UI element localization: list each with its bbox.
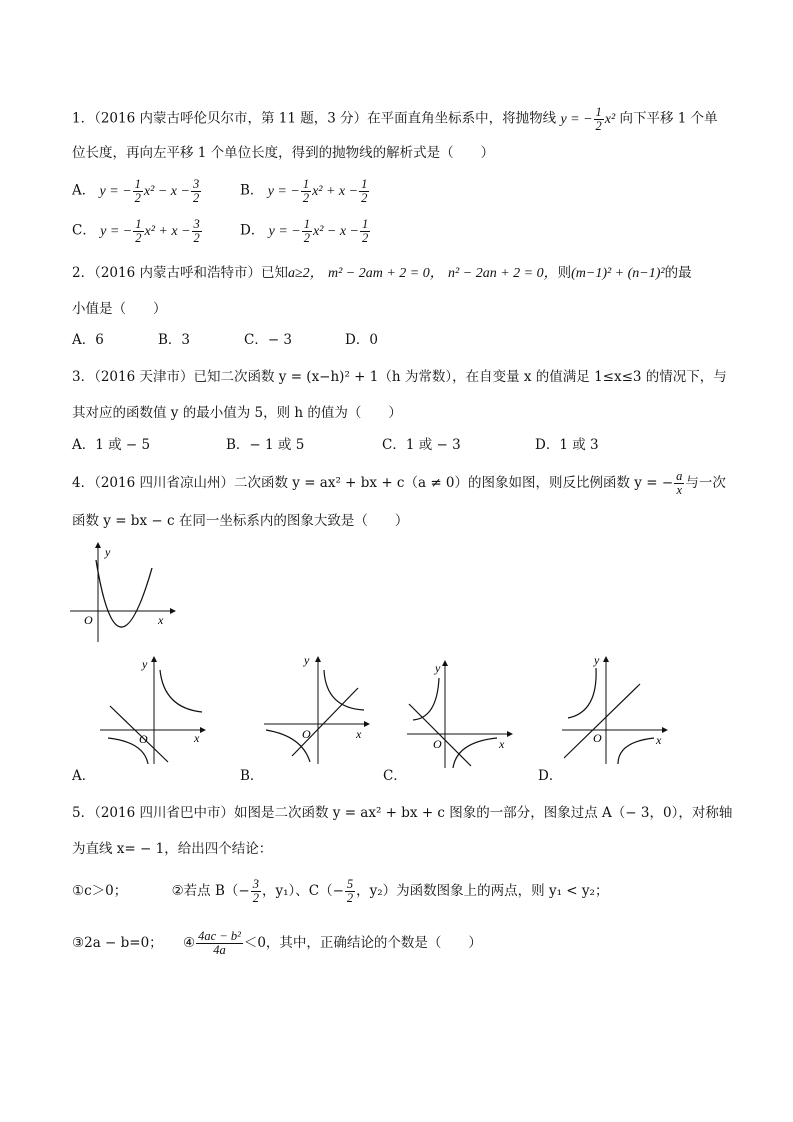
q4-option-a-label: A． bbox=[72, 768, 96, 784]
option-c-graph bbox=[405, 656, 517, 768]
q2-line1: 2．（2016 内蒙古呼和浩特市）已知a≥2， m² − 2am + 2 = 0， n² − 2an + 2 = 0，则(m−1)² + (n−1)²的最 bbox=[72, 265, 692, 281]
q5-conclusions-3-4: ③2a − b=0； ④ $\frac{\text{4ac − b²}}{4a}$ ＜0，其中，正确结论的个数是（ ） bbox=[72, 929, 482, 957]
svg-text:O: O bbox=[433, 737, 442, 751]
hyperbola-branch bbox=[568, 668, 596, 718]
hyperbola-branch bbox=[160, 670, 202, 712]
q1-line2: 位长度，再向左平移 1 个单位长度，得到的抛物线的解析式是（ ） bbox=[72, 145, 495, 161]
svg-text:y: y bbox=[142, 657, 148, 671]
q4-option-c-label: C． bbox=[383, 768, 407, 784]
hyperbola-branch bbox=[618, 738, 654, 764]
svg-text:x: x bbox=[356, 727, 362, 741]
svg-text:O: O bbox=[593, 731, 602, 745]
q3-option-b: B．− 1 或 5 bbox=[226, 437, 305, 453]
svg-text:x: x bbox=[499, 737, 505, 751]
q3-line1: 3．（2016 天津市）已知二次函数 y = (x−h)² + 1（h 为常数），在自变量 x 的值满足 1≤x≤3 的情况下，与 bbox=[72, 369, 727, 385]
q1-option-b: B． y = − $\frac{1}{2}$ x² + x − $\frac{1}{2}$ bbox=[240, 177, 368, 205]
q3-line2: 其对应的函数值 y 的最小值为 5，则 h 的值为（ ） bbox=[72, 405, 402, 421]
fraction: $\frac{a}{x}$ bbox=[676, 469, 683, 497]
line bbox=[564, 684, 640, 758]
q2-option-d: D．0 bbox=[345, 332, 378, 348]
q2-option-c: C．− 3 bbox=[244, 332, 293, 348]
q5-conclusions-1-2: ①c＞0； ②若点 B（− $\frac{3}{2}$ ，y₁）、C（− $\frac{5}{2}$ ，y₂）为函数图象上的两点，则 y₁ < y₂； bbox=[72, 877, 609, 905]
q5-line2: 为直线 x= − 1，给出四个结论： bbox=[72, 841, 273, 857]
q3-option-d: D．1 或 3 bbox=[535, 437, 599, 453]
parabola-curve bbox=[96, 560, 152, 627]
svg-text:y: y bbox=[594, 653, 600, 667]
svg-text:y: y bbox=[435, 661, 441, 675]
origin-label: O bbox=[84, 613, 93, 627]
q2-option-a: A．6 bbox=[72, 332, 104, 348]
x-label: x bbox=[158, 613, 164, 627]
q3-option-a: A．1 或 − 5 bbox=[72, 437, 151, 453]
q1-line1: 1．（2016 内蒙古呼伦贝尔市，第 11 题，3 分）在平面直角坐标系中，将抛物线 y = − $\frac{1}{2}$ x² 向下平移 1 个单 bbox=[72, 105, 718, 133]
q2-line2: 小值是（ ） bbox=[72, 301, 167, 317]
fraction: $\frac{1}{2}$ bbox=[595, 105, 602, 133]
q1-function: y = − $\frac{1}{2}$ x² bbox=[560, 105, 616, 133]
q4-line1: 4．（2016 四川省凉山州）二次函数 y = ax² + bx + c（a ≠ 0）的图象如图，则反比例函数 y = − $\frac{a}{x}$ 与一次 bbox=[72, 469, 726, 497]
option-a-graph bbox=[98, 652, 210, 764]
q3-option-c: C．1 或 − 3 bbox=[382, 437, 461, 453]
q1-option-d: D． y = − $\frac{1}{2}$ x² − x − $\frac{1}{2}$ bbox=[240, 217, 369, 245]
hyperbola-branch bbox=[453, 738, 497, 768]
hyperbola-branch bbox=[413, 678, 439, 720]
svg-text:y: y bbox=[304, 653, 310, 667]
line bbox=[292, 688, 358, 756]
option-b-graph bbox=[262, 652, 374, 764]
q1-option-c: C． y = − $\frac{1}{2}$ x² + x − $\frac{3}{2}$ bbox=[72, 217, 200, 245]
q5-line1: 5．（2016 四川省巴中市）如图是二次函数 y = ax² + bx + c 图象的一部分，图象过点 A（− 3，0），对称轴 bbox=[72, 805, 733, 821]
svg-text:x: x bbox=[656, 733, 662, 747]
hyperbola-branch bbox=[324, 670, 364, 710]
line bbox=[409, 704, 471, 766]
q4-option-b-label: B． bbox=[240, 768, 264, 784]
q1-option-a: A． y = − $\frac{1}{2}$ x² − x − $\frac{3}{2}$ bbox=[72, 177, 200, 205]
svg-text:O: O bbox=[139, 732, 148, 746]
q4-parabola-figure bbox=[66, 540, 178, 644]
svg-text:O: O bbox=[302, 727, 311, 741]
svg-text:x: x bbox=[194, 731, 200, 745]
y-label: y bbox=[105, 545, 111, 559]
q2-option-b: B．3 bbox=[158, 332, 191, 348]
q4-option-d-label: D． bbox=[538, 768, 563, 784]
option-d-graph bbox=[560, 652, 672, 764]
q4-line2: 函数 y = bx − c 在同一坐标系内的图象大致是（ ） bbox=[72, 513, 409, 529]
